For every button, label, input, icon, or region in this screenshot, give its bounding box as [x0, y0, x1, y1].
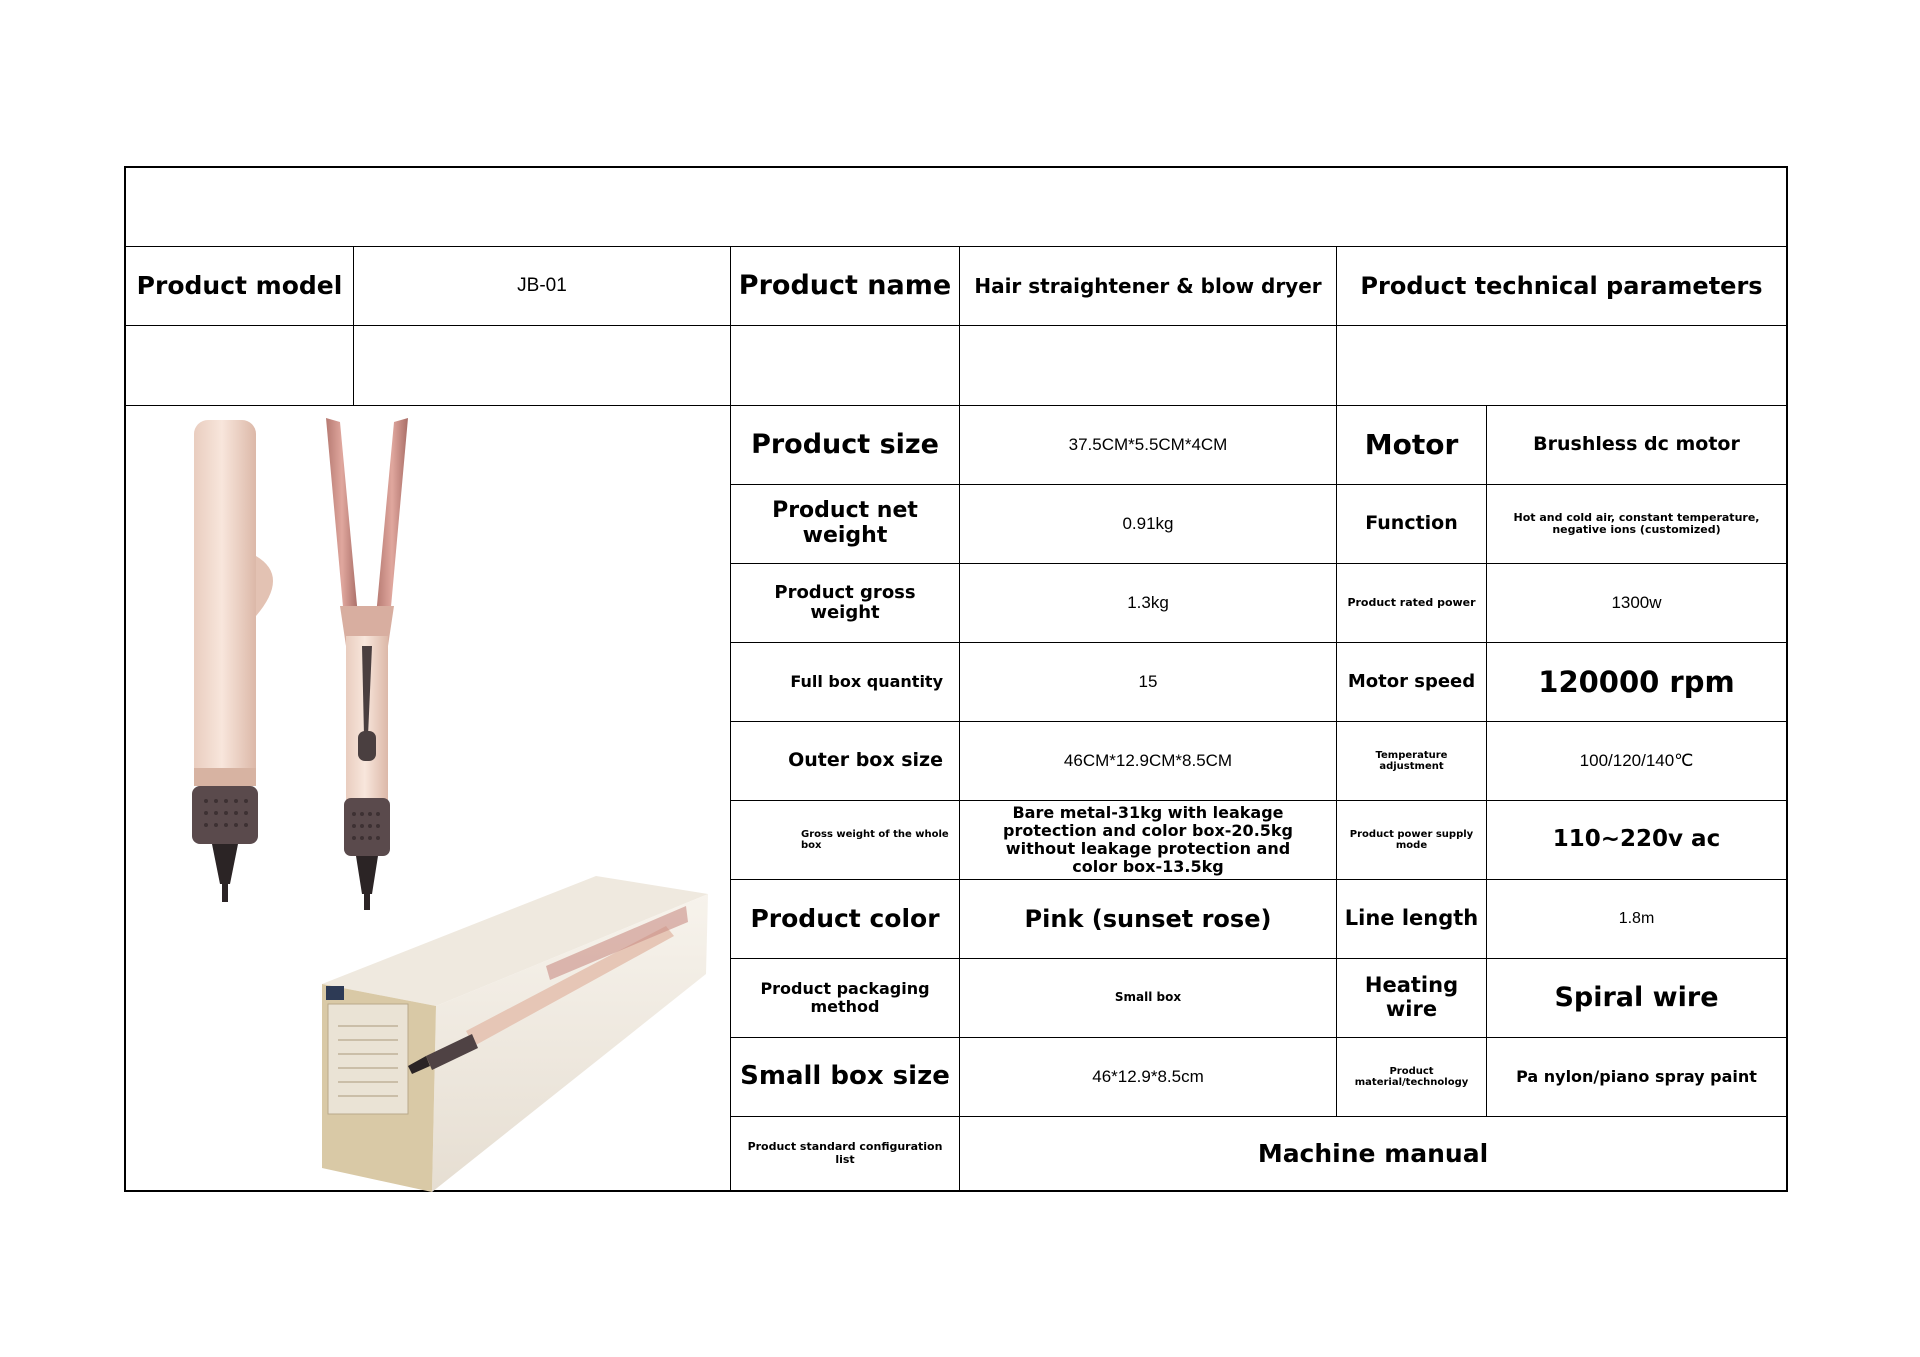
tech-label: Heating wire [1337, 959, 1487, 1038]
tech-value: 110~220v ac [1487, 801, 1786, 880]
config-list-label: Product standard configuration list [731, 1115, 960, 1192]
tech-label: Motor [1337, 406, 1487, 485]
product-name-value: Hair straightener & blow dryer [960, 247, 1337, 326]
spec-label: Gross weight of the whole box [731, 801, 960, 880]
tech-value: 100/120/140℃ [1487, 722, 1786, 801]
spec-label: Product color [731, 880, 960, 959]
packaging-box-icon [322, 876, 708, 1192]
blank-row-d [960, 326, 1337, 406]
spec-value: Pink (sunset rose) [960, 880, 1337, 959]
tech-label: Function [1337, 485, 1487, 564]
tech-label: Product power supply mode [1337, 801, 1487, 880]
blank-title-row [126, 168, 1786, 247]
spec-value: 46*12.9*8.5cm [960, 1038, 1337, 1117]
tech-value: 1300w [1487, 564, 1786, 643]
tech-label: Product rated power [1337, 564, 1487, 643]
product-photo [126, 406, 731, 1192]
product-name-label: Product name [731, 247, 960, 326]
spec-value: Small box [960, 959, 1337, 1038]
tech-label: Product material/technology [1337, 1038, 1487, 1117]
tech-value: 120000 rpm [1487, 643, 1786, 722]
spec-value: 37.5CM*5.5CM*4CM [960, 406, 1337, 485]
device-open-icon [326, 418, 408, 910]
tech-value: 1.8m [1487, 880, 1786, 959]
product-illustration [126, 406, 730, 1192]
spec-label: Full box quantity [731, 643, 960, 722]
product-model-label: Product model [126, 247, 354, 326]
spec-sheet [124, 166, 1788, 1192]
spec-label: Product gross weight [731, 564, 960, 643]
tech-label: Motor speed [1337, 643, 1487, 722]
spec-label: Outer box size [731, 722, 960, 801]
tech-value: Hot and cold air, constant temperature, negative ions (customized) [1487, 485, 1786, 564]
spec-value: 46CM*12.9CM*8.5CM [960, 722, 1337, 801]
spec-value: 1.3kg [960, 564, 1337, 643]
config-list-value: Machine manual [1257, 1138, 1489, 1168]
spec-label: Product packaging method [731, 959, 960, 1038]
tech-label: Temperature adjustment [1337, 722, 1487, 801]
blank-row-e [1337, 326, 1786, 406]
product-model-value: JB-01 [354, 247, 731, 326]
device-closed-icon [192, 420, 273, 902]
spec-label: Small box size [731, 1038, 960, 1117]
blank-row-b [354, 326, 731, 406]
tech-value: Brushless dc motor [1487, 406, 1786, 485]
spec-value: 15 [960, 643, 1337, 722]
tech-label: Line length [1337, 880, 1487, 959]
tech-value: Spiral wire [1487, 959, 1786, 1038]
spec-value: Bare metal-31kg with leakage protection and color box-20.5kg without leakage protection and color box-13.5kg [960, 801, 1337, 880]
tech-value: Pa nylon/piano spray paint [1487, 1038, 1786, 1117]
blank-row-c [731, 326, 960, 406]
spec-value: 0.91kg [960, 485, 1337, 564]
blank-row-a [126, 326, 354, 406]
technical-parameters-heading: Product technical parameters [1337, 247, 1786, 326]
spec-label: Product net weight [731, 485, 960, 564]
spec-label: Product size [731, 406, 960, 485]
